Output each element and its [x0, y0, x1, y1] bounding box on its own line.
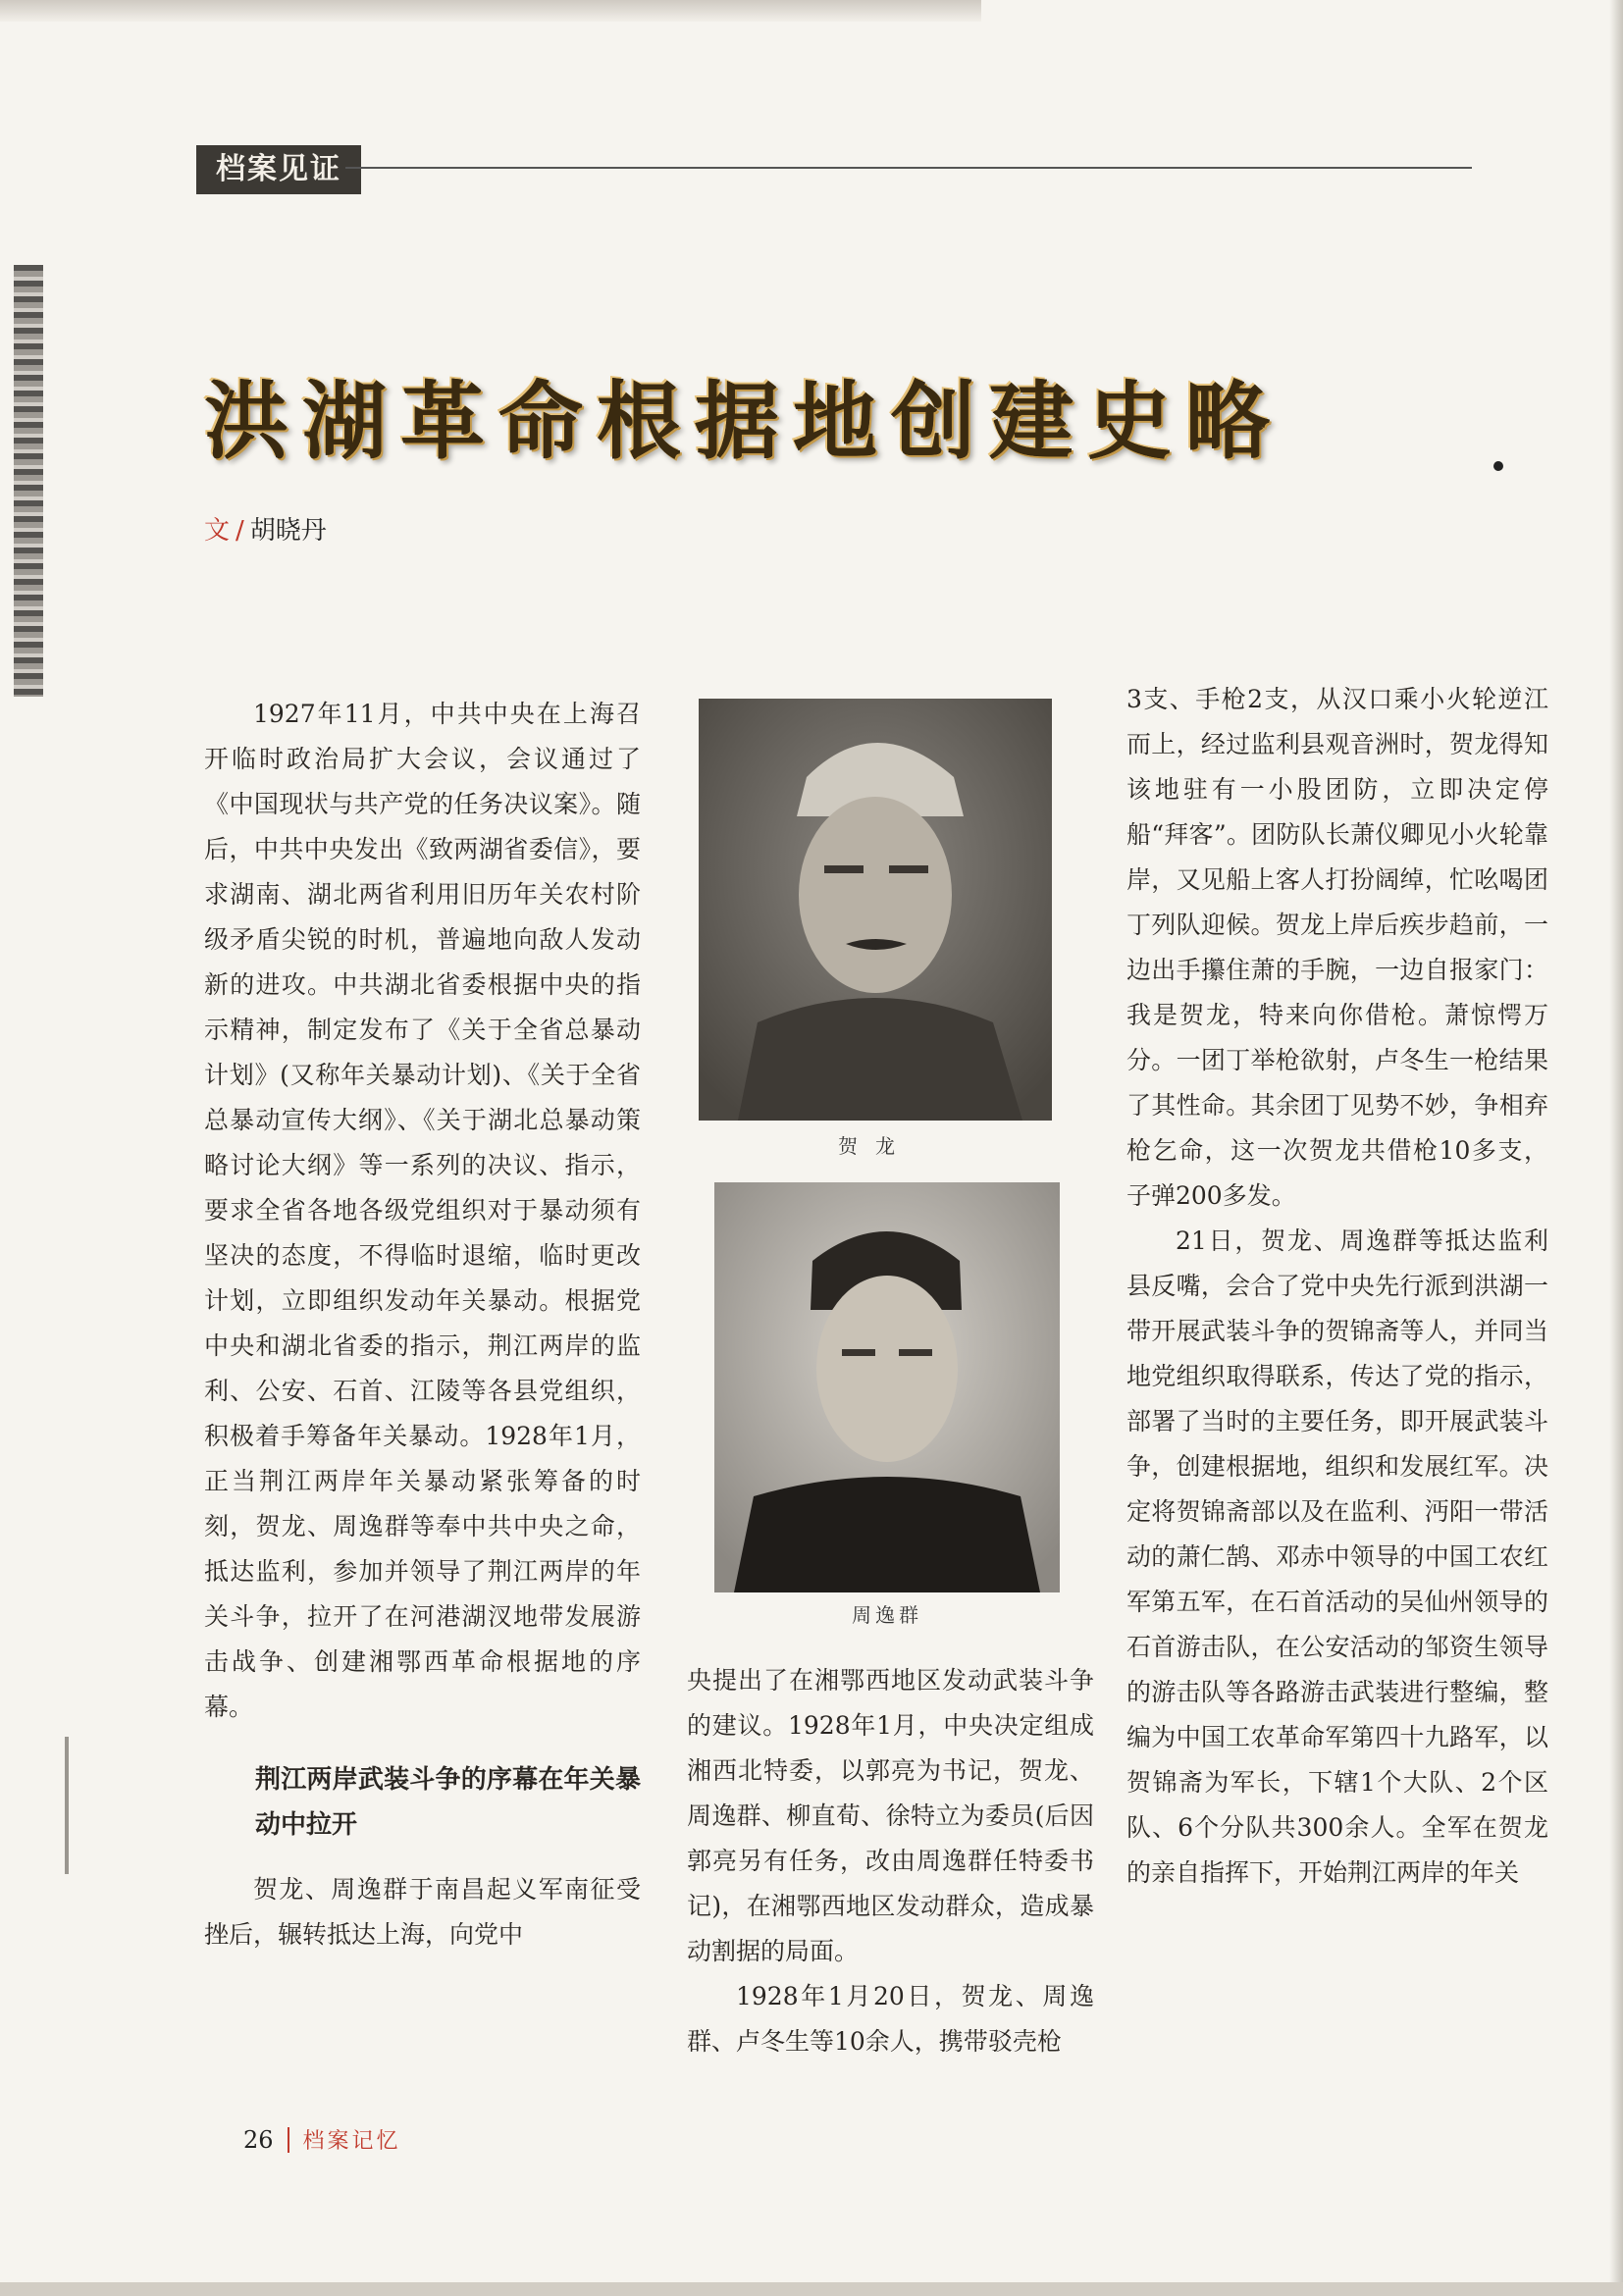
section-rule [345, 167, 1472, 169]
paragraph: 1927年11月，中共中央在上海召开临时政治局扩大会议，会议通过了《中国现状与共产党的任务决议案》。随后，中共中央发出《致两湖省委信》，要求湖南、湖北两省利用旧历年关农村阶级矛盾尖锐的时机，普遍地向敌人发动新的进攻。中共湖北省委根据中央的指示精神，制定发布了《关于全省总暴动计划》(又称年关暴动计划)、《关于全省总暴动宣传大纲》、《关于湖北总暴动策略讨论大纲》等一系列的决议、指示，要求全省各地各级党组织对于暴动须有坚决的态度，不得临时退缩，临时更改计划，立即组织发动年关暴动。根据党中央和湖北省委的指示，荆江两岸的监利、公安、石首、江陵等各县党组织，积极着手筹备年关暴动。1928年1月，正当荆江两岸年关暴动紧张筹备的时刻，贺龙、周逸群等奉中共中央之命，抵达监利，参加并领导了荆江两岸的年关斗争，拉开了在河港湖汊地带发展游击战争、创建湘鄂西革命根据地的序幕。 [204, 700, 641, 1721]
scan-edge-left [14, 265, 43, 697]
section-subheading: 荆江两岸武装斗争的序幕在年关暴动中拉开 [255, 1765, 641, 1840]
photo-caption: 贺龙 [838, 1134, 913, 1158]
byline-slash: / [236, 516, 244, 546]
byline-prefix: 文 [204, 516, 231, 546]
page-number: 26 [243, 2125, 274, 2154]
photo-caption: 周逸群 [852, 1603, 922, 1627]
paragraph: 央提出了在湘鄂西地区发动武装斗争的建议。1928年1月，中央决定组成湘西北特委，以郭亮为书记，贺龙、周逸群、柳直荀、徐特立为委员(后因郭亮另有任务，改由周逸群任特委书记)，在湘鄂西地区发动群众，造成暴动割据的局面。 [687, 1666, 1094, 1965]
text-column-2 [687, 1658, 1094, 2064]
scan-edge-bottom [0, 2282, 1623, 2296]
text-column-3 [1126, 677, 1548, 1896]
byline-author: 胡晓丹 [249, 516, 327, 546]
journal-name: 档案记忆 [302, 2129, 401, 2154]
paragraph: 3支、手枪2支，从汉口乘小火轮逆江而上，经过监利县观音洲时，贺龙得知该地驻有一小股团防，立即决定停船“拜客”。团防队长萧仪卿见小火轮靠岸，又见船上客人打扮阔绰，忙吆喝团丁列队迎候。贺龙上岸后疾步趋前，一边出手攥住萧的手腕，一边自报家门：我是贺龙，特来向你借枪。萧惊愕万分。一团丁举枪欲射，卢冬生一枪结果了其性命。其余团丁见势不妙，争相弃枪乞命，这一次贺龙共借枪10多支，子弹200多发。 [1126, 685, 1548, 1210]
article-title: 洪湖革命根据地创建史略 [204, 372, 1283, 471]
paragraph: 贺龙、周逸群于南昌起义军南征受挫后，辗转抵达上海，向党中 [204, 1875, 641, 1949]
paragraph: 21日，贺龙、周逸群等抵达监利县反嘴，会合了党中央先行派到洪湖一带开展武装斗争的贺锦斋等人，并同当地党组织取得联系，传达了党的指示，部署了当时的主要任务，即开展武装斗争，创建根据地，组织和发展红军。决定将贺锦斋部以及在监利、沔阳一带活动的萧仁鹄、邓赤中领导的中国工农红军第五军，在石首活动的吴仙州领导的石首游击队，在公安活动的邹资生领导的游击队等各路游击武装进行整编，整编为中国工农革命军第四十九路军，以贺锦斋为军长，下辖1个大队、2个区队、6个分队共300余人。全军在贺龙的亲自指挥下，开始荆江两岸的年关 [1126, 1226, 1548, 1887]
byline [204, 510, 327, 547]
scan-dot [1493, 461, 1503, 471]
scan-edge-top [0, 0, 981, 22]
section-tag: 档案见证 [196, 145, 361, 194]
portrait-photo-he-long [699, 699, 1052, 1121]
text-column-1 [204, 692, 641, 1957]
scan-mark [65, 1737, 69, 1874]
paragraph: 1928年1月20日，贺龙、周逸群、卢冬生等10余人，携带驳壳枪 [687, 1982, 1094, 2056]
portrait-photo-zhou-yiqun [714, 1182, 1060, 1592]
footer-divider [288, 2127, 289, 2153]
page-footer [243, 2124, 401, 2155]
scan-edge-right [1609, 0, 1623, 2296]
